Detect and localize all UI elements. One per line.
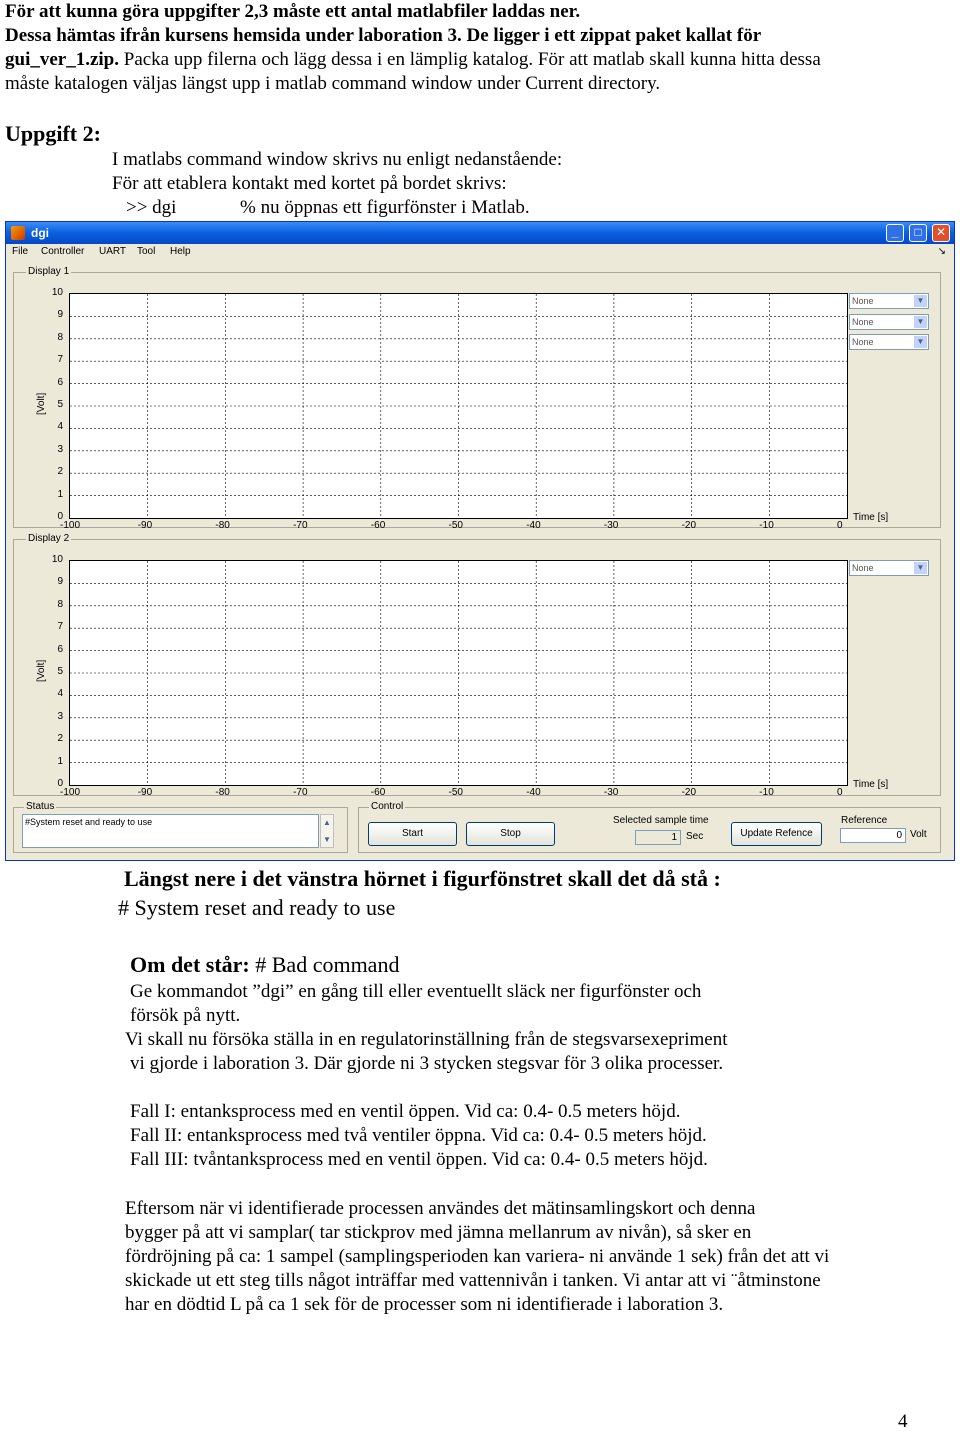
x-tick-label: -20 [681,520,697,531]
y-tick-label: 7 [57,621,63,633]
x-tick-label: -60 [370,520,386,531]
display-1-signal-select-2[interactable] [849,314,929,330]
task2-command-comment: % nu öppnas ett figurfönster i Matlab. [240,197,530,218]
y-tick-label: 5 [57,399,63,410]
display-2-xlabel: Time [s] [853,779,889,790]
scroll-up-icon[interactable]: ▲ [323,818,331,827]
y-tick-label: 8 [57,598,63,610]
para-1-line-1: Ge kommandot ”dgi” en gång till eller eventuellt släck ner figurfönster och [130,981,702,1002]
status-panel [13,801,348,853]
x-tick-label: -50 [448,787,463,798]
para-2-line-2: vi gjorde i laboration 3. Där gjorde ni 3 stycken stegsvar för 3 olika processer. [130,1053,724,1074]
menu-tool[interactable]: Tool [137,246,156,257]
y-tick-label: 2 [57,466,63,478]
x-tick-label: -100 [60,787,81,798]
window-title: dgi [31,226,49,240]
y-tick-label: 3 [57,710,63,722]
popup-value: None [852,563,874,573]
display-1-label: Display 1 [28,266,70,277]
y-tick-label: 8 [57,331,63,343]
display-2-axes [69,560,848,786]
y-tick-label: 9 [57,309,63,321]
x-tick-label: -90 [137,787,153,798]
case-3: Fall III: tvåntanksprocess med en ventil öppen. Vid ca: 0.4- 0.5 meters höjd. [130,1149,708,1170]
bad-command-bold: Om det står: [130,952,250,977]
x-tick-label: -90 [137,520,153,531]
y-tick-label: 9 [57,576,63,588]
y-tick-label: 6 [57,376,63,388]
task2-command: >> dgi [126,197,177,218]
display-1-ylabel: [Volt] [36,392,47,415]
intro-line-1: För att kunna göra uppgifter 2,3 måste ett antal matlabfiler laddas ner. [5,1,581,22]
page-number: 4 [898,1411,908,1432]
zip-filename: gui_ver_1.zip. [5,49,119,70]
chevron-down-icon: ▼ [914,316,927,328]
y-tick-label: 1 [57,488,63,500]
x-tick-label: -80 [215,787,230,798]
intro-line-3-rest: Packa upp filerna och lägg dessa i en lämplig katalog. För att matlab skall kunna hitta dessa [119,49,821,70]
display-1-signal-select-3[interactable] [849,334,929,350]
x-tick-label: -40 [526,787,541,798]
case-1: Fall I: entanksprocess med en ventil öppen. Vid ca: 0.4- 0.5 meters höjd. [130,1101,681,1122]
sample-time-field[interactable]: 1 [635,830,681,845]
menu-file[interactable]: File [12,246,29,257]
y-tick-label: 2 [57,733,63,745]
x-tick-label: 0 [837,787,843,798]
status-label: Status [26,801,55,812]
stop-button[interactable]: Stop [466,822,555,846]
display-2-panel [13,533,941,798]
x-tick-label: -30 [603,520,619,531]
para-3-line-4: skickade ut ett steg tills något inträffar med vattennivån i tanken. Vi antar att vi ¨åtminstone [125,1270,821,1291]
y-tick-label: 10 [51,287,63,298]
title-bar [6,222,954,244]
after-line-1: Längst nere i det vänstra hörnet i figurfönstret skall det då stå : [124,866,721,891]
sample-time-label: Selected sample time [613,815,709,826]
maximize-icon[interactable]: □ [909,224,927,242]
y-tick-label: 6 [57,643,63,655]
status-scrollbar[interactable] [320,814,334,848]
popup-value: None [852,317,874,327]
display-1-xlabel: Time [s] [853,512,889,523]
display-2-ylabel: [Volt] [36,659,47,682]
menu-controller[interactable]: Controller [41,246,85,257]
x-tick-label: -60 [370,787,386,798]
matlab-figure-window [5,221,955,861]
reference-label: Reference [841,815,888,826]
start-button[interactable]: Start [368,822,457,846]
chevron-down-icon: ▼ [914,295,927,307]
x-tick-label: -100 [60,520,81,531]
para-1-line-2: försök på nytt. [130,1005,241,1026]
matlab-icon [11,226,25,240]
reference-field[interactable]: 0 [840,828,906,843]
display-1-signal-select-1[interactable] [849,293,929,309]
display-2-label: Display 2 [28,533,70,544]
x-tick-label: -80 [215,520,230,531]
popup-value: None [852,337,874,347]
para-3-line-2: bygger på att vi samplar( tar stickprov med jämna mellanrum av nivån), så sker en [125,1222,752,1243]
y-tick-label: 4 [57,421,63,433]
control-label: Control [371,801,404,812]
after-line-2: # System reset and ready to use [118,895,396,920]
y-tick-label: 10 [51,554,63,565]
y-tick-label: 5 [57,666,63,677]
x-tick-label: -10 [759,520,774,531]
reference-unit: Volt [910,829,927,840]
minimize-icon[interactable]: _ [886,224,904,242]
task2-line-2: För att etablera kontakt med kortet på bordet skrivs: [112,173,507,194]
y-tick-label: 1 [57,755,63,767]
y-tick-label: 4 [57,688,63,700]
x-tick-label: -70 [293,520,308,531]
para-2-line-1: Vi skall nu försöka ställa in en regulatorinställning från de stegsvarsexepriment [125,1029,728,1050]
popup-value: None [852,296,874,306]
task2-heading: Uppgift 2: [5,121,101,146]
chevron-down-icon: ▼ [914,336,927,348]
x-tick-label: -20 [681,787,697,798]
y-tick-label: 7 [57,354,63,366]
case-2: Fall II: entanksprocess med två ventiler öppna. Vid ca: 0.4- 0.5 meters höjd. [130,1125,707,1146]
display-1-panel [13,266,941,531]
display-2-grid [70,561,847,785]
status-text: #System reset and ready to use [25,817,153,827]
menu-bar [6,244,954,261]
dock-arrow-icon[interactable]: ↘ [937,246,946,257]
intro-line-3 [5,48,821,72]
x-tick-label: 0 [837,520,843,531]
x-tick-label: -50 [448,520,463,531]
display-1-grid [70,294,847,518]
x-tick-label: -10 [759,787,774,798]
scroll-down-icon[interactable]: ▼ [323,835,331,844]
close-icon[interactable]: ✕ [932,224,950,242]
bad-command-rest: # Bad command [249,952,400,977]
display-2-signal-select-1[interactable] [849,560,929,576]
menu-help[interactable]: Help [170,246,191,257]
x-tick-label: -40 [526,520,541,531]
x-tick-label: -70 [293,787,308,798]
y-tick-label: 3 [57,443,63,455]
y-tick-label: 0 [57,511,63,522]
status-text-box[interactable] [22,814,319,848]
x-tick-label: -30 [603,787,619,798]
para-3-line-1: Eftersom när vi identifierade processen användes det mätinsamlingskort och denna [125,1198,756,1219]
para-3-line-5: har en dödtid L på ca 1 sek för de processer som ni identifierade i laboration 3. [125,1294,724,1315]
display-1-axes [69,293,848,519]
bad-command-line [130,952,399,978]
y-tick-label: 0 [57,778,63,789]
para-3-line-3: fördröjning på ca: 1 sampel (samplingsperioden kan variera- ni använde 1 sek) från det att vi [125,1246,830,1267]
control-panel [358,801,941,853]
chevron-down-icon: ▼ [914,562,927,574]
update-reference-button[interactable]: Update Refence [731,822,822,846]
sample-time-unit: Sec [686,831,704,842]
intro-line-2: Dessa hämtas ifrån kursens hemsida under laboration 3. De ligger i ett zippat paket kallat för [5,25,762,46]
task2-line-1: I matlabs command window skrivs nu enligt nedanstående: [112,149,563,170]
intro-line-4: måste katalogen väljas längst upp i matlab command window under Current directory. [5,73,661,94]
menu-uart[interactable]: UART [99,246,127,257]
